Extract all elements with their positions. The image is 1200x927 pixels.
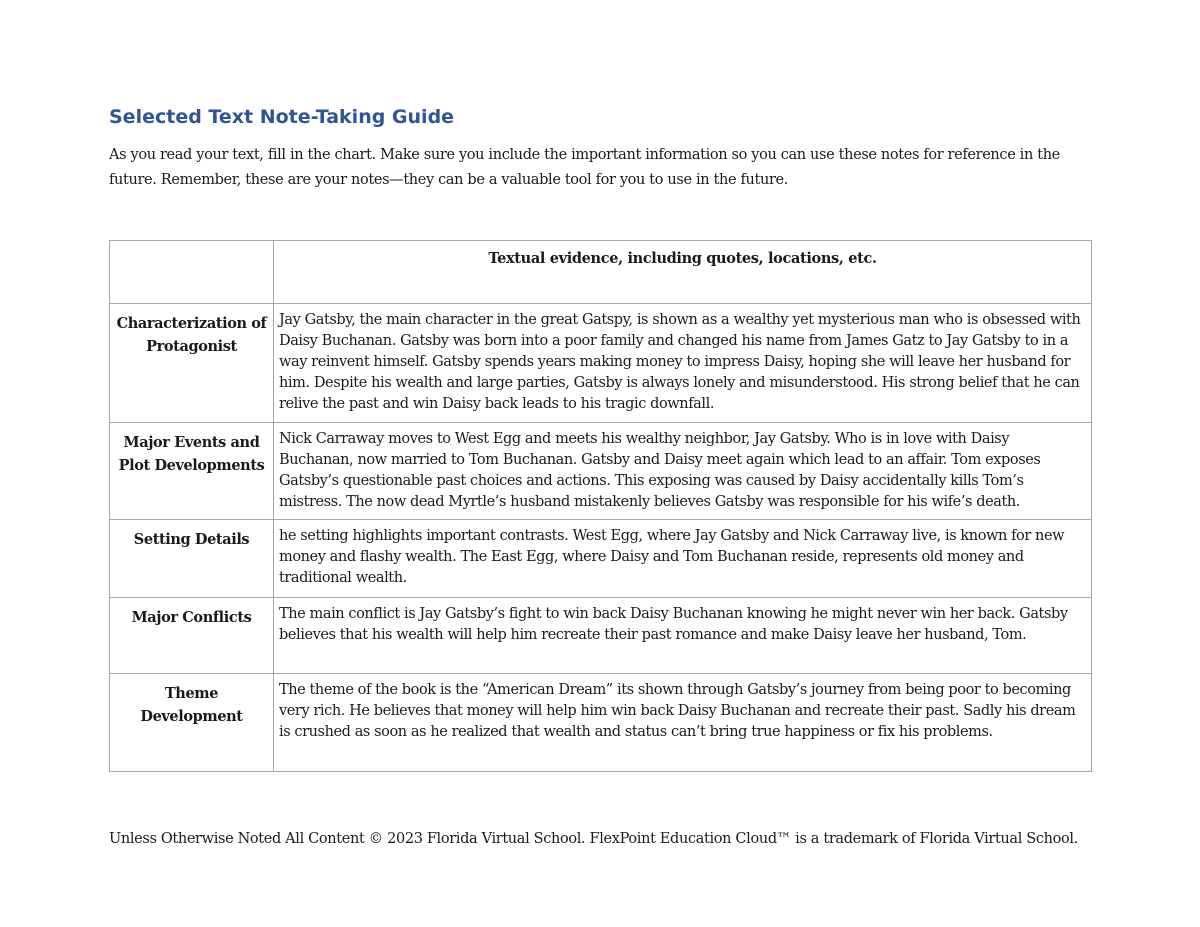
table-row-major-events [110,423,1092,520]
row-evidence-major-events: Nick Carraway moves to West Egg and meets his wealthy neighbor, Jay Gatsby. Who is in love with Daisy Buchanan, now married to Tom Buchanan. Gatsby and Daisy meet again which lead to an affair. Tom exposes Gatsby’s questionable past choices and actions. This exposing was caused by Daisy accidentally kills Tom’s mistress. The now dead Myrtle’s husband mistakenly believes Gatsby was responsible for his wife’s death. [274,423,1092,520]
table-row-setting [110,520,1092,598]
row-label-major-events: Major Events and Plot Developments [110,423,274,520]
row-label-conflicts: Major Conflicts [110,598,274,674]
row-evidence-setting: he setting highlights important contrasts. West Egg, where Jay Gatsby and Nick Carraway live, is known for new money and flashy wealth. The East Egg, where Daisy and Tom Buchanan reside, represents old money and traditional wealth. [274,520,1092,598]
table-row-theme [110,674,1092,772]
table-row-characterization [110,304,1092,423]
page-title: Selected Text Note-Taking Guide [109,106,455,128]
table-row-conflicts [110,598,1092,674]
copyright-footer: Unless Otherwise Noted All Content © 2023 Florida Virtual School. FlexPoint Education Cloud™ is a trademark of Florida Virtual School. [109,831,1078,847]
row-evidence-conflicts: The main conflict is Jay Gatsby’s fight to win back Daisy Buchanan knowing he might never win her back. Gatsby believes that his wealth will help him recreate their past romance and make Daisy leave her husband, Tom. [274,598,1092,674]
row-evidence-theme: The theme of the book is the “American Dream” its shown through Gatsby’s journey from being poor to becoming very rich. He believes that money will help him win back Daisy Buchanan and recreate their past. Sadly his dream is crushed as soon as he realized that wealth and status can’t bring true happiness or fix his problems. [274,674,1092,772]
document-page [109,0,1091,927]
row-evidence-characterization: Jay Gatsby, the main character in the great Gatspy, is shown as a wealthy yet mysterious man who is obsessed with Daisy Buchanan. Gatsby was born into a poor family and changed his name from James Gatz to Jay Gatsby to in a way reinvent himself. Gatsby spends years making money to impress Daisy, hoping she will leave her husband for him. Despite his wealth and large parties, Gatsby is always lonely and misunderstood. His strong belief that he can relive the past and win Daisy back leads to his tragic downfall. [274,304,1092,423]
table-header-row [110,241,1092,304]
intro-paragraph: As you read your text, fill in the chart. Make sure you include the important information so you can use these notes for reference in the future. Remember, these are your notes—they can be a valuable tool for you to use in the future. [109,147,1060,188]
note-taking-table [109,240,1092,772]
evidence-column-header: Textual evidence, including quotes, locations, etc. [274,241,1092,304]
row-label-setting: Setting Details [110,520,274,598]
row-label-theme: Theme Development [110,674,274,772]
table-corner-cell [110,241,274,304]
row-label-characterization: Characterization of Protagonist [110,304,274,423]
